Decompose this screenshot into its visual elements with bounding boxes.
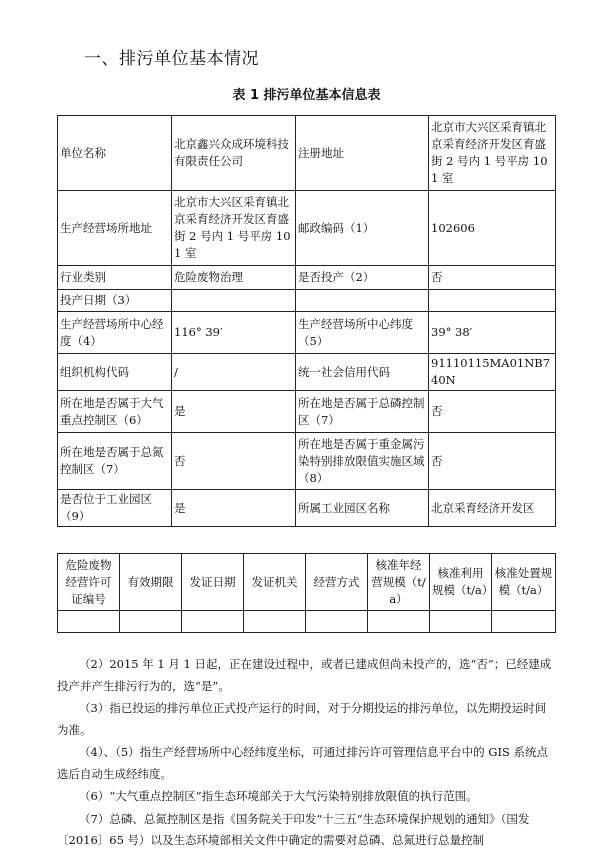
table-cell: 91110115MA01NB740N bbox=[429, 354, 556, 391]
section-heading: 一、排污单位基本情况 bbox=[84, 49, 259, 69]
table-cell bbox=[429, 290, 556, 312]
table-cell: 是否位于工业园区（9） bbox=[58, 490, 172, 527]
table-cell: 102606 bbox=[429, 191, 556, 266]
table-cell: 否 bbox=[172, 433, 296, 490]
table-cell: 是 bbox=[172, 490, 296, 527]
table-header-cell: 经营方式 bbox=[306, 554, 368, 611]
table-cell: 所在地是否属于总磷控制区（7） bbox=[296, 391, 429, 433]
table-cell: 生产经营场所地址 bbox=[58, 191, 172, 266]
table-cell: 所属工业园区名称 bbox=[296, 490, 429, 527]
table-header-cell: 发证机关 bbox=[244, 554, 306, 611]
table-cell: 所在地是否属于总氮控制区（7） bbox=[58, 433, 172, 490]
table-header-cell: 核准年经营规模（t/a） bbox=[368, 554, 430, 611]
table-cell: 否 bbox=[429, 433, 556, 490]
table-header-cell: 有效期限 bbox=[120, 554, 182, 611]
table-cell bbox=[58, 611, 120, 633]
table-cell bbox=[244, 611, 306, 633]
table-row bbox=[58, 191, 556, 266]
table-cell: 北京市大兴区采育镇北京采育经济开发区育盛街 2 号内 1 号平房 101 室 bbox=[429, 116, 556, 191]
table-header-cell: 发证日期 bbox=[182, 554, 244, 611]
note-paragraph: （7）总磷、总氮控制区是指《国务院关于印发“十三五”生态环境保护规划的通知》（国发〔2016〕65 号）以及生态环境部相关文件中确定的需要对总磷、总氮进行总量控制 bbox=[57, 811, 530, 847]
table-cell: 单位名称 bbox=[58, 116, 172, 191]
note-paragraph: （6）“大气重点控制区”指生态环境部关于大气污染特别排放限值的执行范围。 bbox=[79, 789, 478, 803]
table-cell: 邮政编码（1） bbox=[296, 191, 429, 266]
table-cell bbox=[430, 611, 492, 633]
table-cell: 投产日期（3） bbox=[58, 290, 172, 312]
table-cell bbox=[182, 611, 244, 633]
table-row bbox=[58, 116, 556, 191]
note-paragraph: （4）、（5）指生产经营场所中心经纬度坐标，可通过排污许可管理信息平台中的 GIS 系统点选后自动生成经纬度。 bbox=[57, 745, 549, 781]
table-cell: 所在地是否属于大气重点控制区（6） bbox=[58, 391, 172, 433]
table-cell bbox=[306, 611, 368, 633]
table-cell: 否 bbox=[429, 391, 556, 433]
table-cell: 注册地址 bbox=[296, 116, 429, 191]
table-cell: 行业类别 bbox=[58, 266, 172, 290]
table-cell bbox=[296, 290, 429, 312]
note-paragraph: （2）2015 年 1 月 1 日起，正在建设过程中，或者已建成但尚未投产的，选“否”；已经建成投产并产生排污行为的，选“是”。 bbox=[57, 657, 552, 693]
table-cell bbox=[492, 611, 556, 633]
table-cell: 生产经营场所中心经度（4） bbox=[58, 312, 172, 354]
table-cell: 所在地是否属于重金属污染特别排放限值实施区域（8） bbox=[296, 433, 429, 490]
table-header-cell: 核准利用规模（t/a） bbox=[430, 554, 492, 611]
table-row bbox=[58, 290, 556, 312]
table-cell bbox=[172, 290, 296, 312]
table-cell: 是否投产（2） bbox=[296, 266, 429, 290]
table-cell: 统一社会信用代码 bbox=[296, 354, 429, 391]
table-row bbox=[58, 611, 556, 633]
table-row bbox=[58, 433, 556, 490]
table-cell: / bbox=[172, 354, 296, 391]
table-row bbox=[58, 391, 556, 433]
table-cell: 生产经营场所中心纬度（5） bbox=[296, 312, 429, 354]
table-cell: 是 bbox=[172, 391, 296, 433]
table-header-row bbox=[58, 554, 556, 611]
table-row bbox=[58, 312, 556, 354]
note-paragraph: （3）指已投运的排污单位正式投产运行的时间，对于分期投运的排污单位，以先期投运时间为准。 bbox=[57, 701, 547, 737]
table-cell bbox=[368, 611, 430, 633]
table-row bbox=[58, 490, 556, 527]
table-cell: 北京市大兴区采育镇北京采育经济开发区育盛街 2 号内 1 号平房 101 室 bbox=[172, 191, 296, 266]
table-caption: 表 1 排污单位基本信息表 bbox=[232, 88, 381, 103]
hazardous-waste-license-table bbox=[57, 553, 556, 633]
table-header-cell: 核准处置规模（t/a） bbox=[492, 554, 556, 611]
table-cell: 组织机构代码 bbox=[58, 354, 172, 391]
table-row bbox=[58, 354, 556, 391]
table-cell: 116° 39′ bbox=[172, 312, 296, 354]
table-cell: 北京采育经济开发区 bbox=[429, 490, 556, 527]
table-cell: 否 bbox=[429, 266, 556, 290]
table-cell: 危险废物治理 bbox=[172, 266, 296, 290]
table-header-cell: 危险废物经营许可证编号 bbox=[58, 554, 120, 611]
table-row bbox=[58, 266, 556, 290]
basic-info-table bbox=[57, 115, 556, 527]
notes-section bbox=[57, 654, 557, 853]
table-cell bbox=[120, 611, 182, 633]
table-cell: 39° 38′ bbox=[429, 312, 556, 354]
table-cell: 北京鑫兴众成环境科技有限责任公司 bbox=[172, 116, 296, 191]
